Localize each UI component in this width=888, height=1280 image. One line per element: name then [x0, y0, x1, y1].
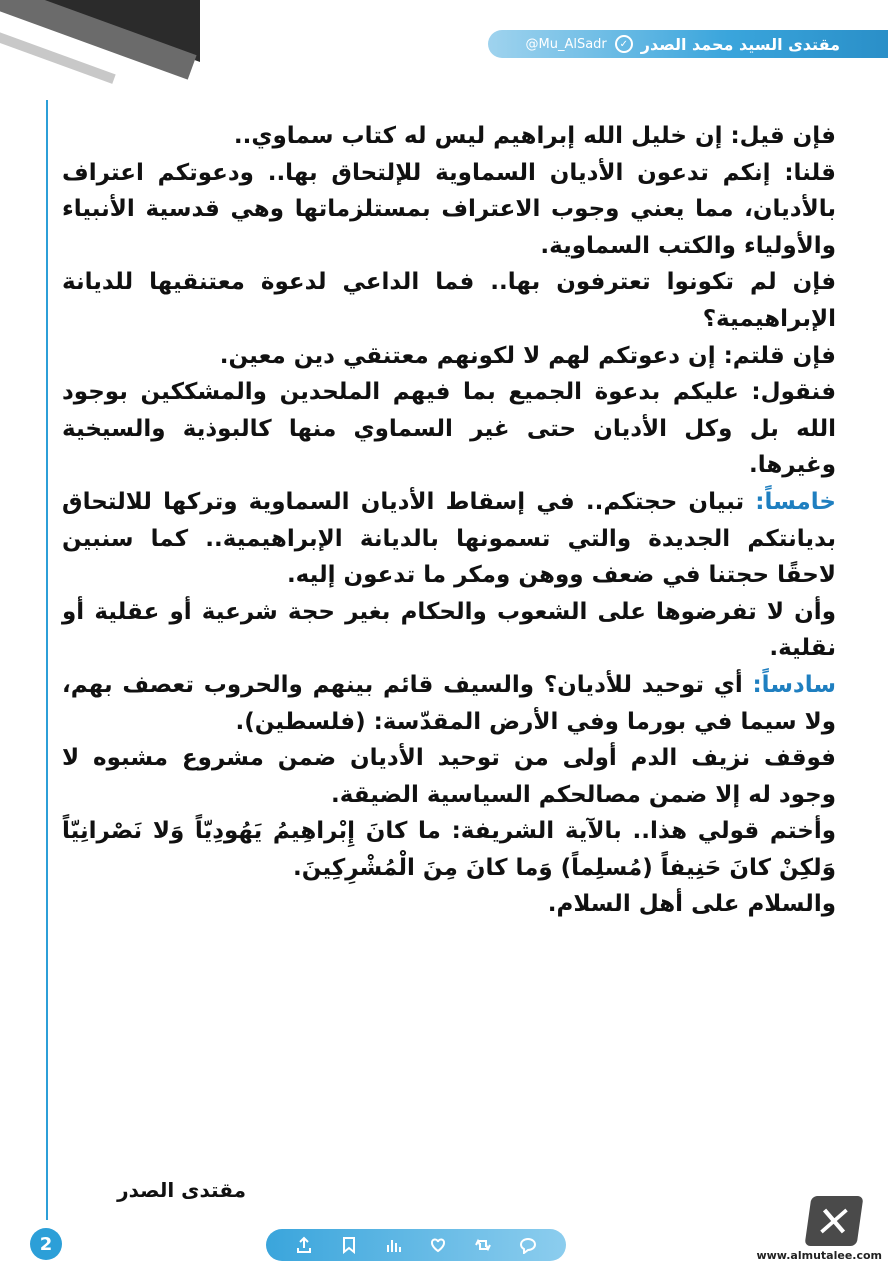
paragraph: فإن قلتم: إن دعوتكم لهم لا لكونهم معتنقي دين معين. [219, 342, 836, 369]
signature: مقتدى الصدر [117, 1178, 246, 1202]
paragraph: والسلام على أهل السلام. [547, 891, 836, 918]
bookmark-icon[interactable] [338, 1234, 360, 1256]
account-name: مقتدى السيد محمد الصدر [640, 34, 840, 54]
action-bar [266, 1229, 566, 1261]
reply-icon[interactable] [517, 1234, 539, 1256]
section-heading: سادساً: [752, 671, 836, 698]
paragraph: وأختم قولي هذا.. بالآية الشريفة: ما كانَ إِبْراهِيمُ يَهُودِيّاً وَلا نَصْرانِيّاً وَلكِنْ كانَ حَنِيفاً (مُسلِماً) وَما كانَ مِنَ الْمُشْرِكِينَ. [62, 818, 836, 881]
views-icon[interactable] [383, 1234, 405, 1256]
share-icon[interactable] [293, 1234, 315, 1256]
paragraph: فإن قيل: إن خليل الله إبراهيم ليس له كتاب سماوي.. [233, 123, 836, 149]
retweet-icon[interactable] [472, 1234, 494, 1256]
statement-body [62, 118, 836, 923]
paragraph: قلنا: إنكم تدعون الأديان السماوية للإلتحاق بها.. ودعوتكم اعتراف بالأديان، مما يعني وجوب الاعتراف بمستلزماتها وهي قدسية الأنبياء والأولياء والكتب السماوية. [62, 159, 836, 259]
paragraph: فإن لم تكونوا تعترفون بها.. فما الداعي لدعوة معتنقيها للديانة الإبراهيمية؟ [62, 269, 836, 332]
page-number: 2 [30, 1228, 62, 1260]
account-handle: @Mu_AlSadr [525, 36, 607, 52]
margin-line [46, 100, 48, 1220]
section-heading: خامساً: [755, 488, 836, 515]
paragraph: وأن لا تفرضوها على الشعوب والحكام بغير حجة شرعية أو عقلية أو نقلية. [62, 598, 836, 662]
like-icon[interactable] [427, 1234, 449, 1256]
paragraph: سادساً: أي توحيد للأديان؟ والسيف قائم بينهم والحروب تعصف بهم، ولا سيما في بورما وفي الأرض المقدّسة: (فلسطين). [62, 671, 836, 735]
corner-decoration [0, 0, 200, 90]
paragraph: فوقف نزيف الدم أولى من توحيد الأديان ضمن مشروع مشبوه لا وجود له إلا ضمن مصالحكم السياسية الضيقة. [62, 745, 836, 808]
header-bar [488, 30, 888, 58]
site-logo [804, 1196, 863, 1246]
paragraph: فنقول: عليكم بدعوة الجميع بما فيهم الملحدين والمشككين بوجود الله بل وكل الأديان حتى غير السماوي منها كالبوذية والسيخية وغيرها. [62, 379, 836, 479]
paragraph: خامساً: تبيان حجتكم.. في إسقاط الأديان السماوية وتركها للالتحاق بديانتكم الجديدة والتي تسمونها بالديانة الإبراهيمية.. كما سنبين لاحقًا حجتنا في ضعف ووهن ومكر ما تدعون إليه. [62, 488, 836, 589]
verified-icon: ✓ [615, 35, 633, 53]
watermark-url: www.almutalee.com [756, 1249, 882, 1262]
